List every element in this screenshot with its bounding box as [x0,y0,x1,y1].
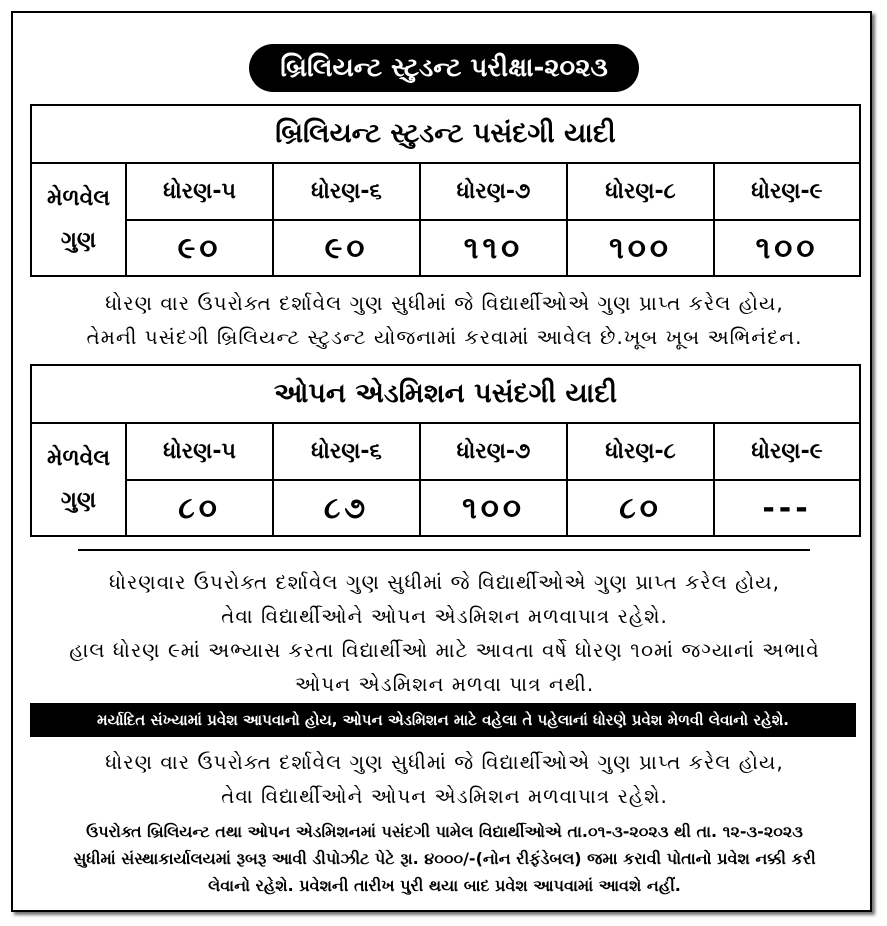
standard-cell: ધોરણ-૭ [420,423,567,480]
text-line: ધોરણવાર ઉપરોક્ત દર્શાવેલ ગુણ સુધીમાં જે વિદ્યાર્થીઓએ ગુણ પ્રાપ્ત કરેલ હોય, [108,570,781,594]
marks-obtained-label [31,423,126,536]
text-line: હાલ ધોરણ ૯માં અભ્યાસ કરતા વિદ્યાર્થીઓ માટે આવતા વર્ષે ધોરણ ૧૦માં જગ્યાનાં અભાવે [69,638,820,662]
open-admission-table [30,364,861,537]
marks-cell: ૧૧૦ [420,220,567,276]
text-line: ઉપરોક્ત બ્રિલિયન્ટ તથા ઓપન એડમિશનમાં પસંદગી પામેલ વિદ્યાર્થીઓએ તા.૦૧-૩-૨૦૨૩ થી તા. ૧૨-૩-૨૦૨૩ [86,822,803,841]
text-line: સુધીમાં સંસ્થાકાર્યાલયમાં રૂબરૂ આવી ડીપોઝીટ પેટે રૂા. ૪૦૦૦/-(નોન રીફંડેબલ) જમા કરાવી પોતાનો પ્રવેશ નક્કી કરી [73,849,816,868]
side-label-line-1: મેળવેલ [46,445,111,471]
text-line: લેવાનો રહેશે. પ્રવેશની તારીખ પુરી થયા બાદ પ્રવેશ આપવામાં આવશે નહીં. [208,876,681,895]
brilliant-table-heading: બ્રિલિયન્ટ સ્ટુડન્ટ પસંદગી યાદી [31,105,860,163]
side-label-line-2: ગુણ [60,227,97,253]
marks-cell: --- [714,480,860,536]
standard-cell: ધોરણ-૮ [567,423,714,480]
marks-cell: ૮૦ [126,480,273,536]
marks-cell: ૧૦૦ [420,480,567,536]
open-admission-note [30,565,859,701]
marks-cell: ૧૦૦ [567,220,714,276]
marks-cell: ૯૦ [126,220,273,276]
deposit-instructions [30,818,859,899]
text-line: તેવા વિદ્યાર્થીઓને ઓપન એડમિશન મળવાપાત્ર રહેશે. [221,784,668,808]
marks-cell: ૧૦૦ [714,220,860,276]
open-table-heading: ઓપન એડમિશન પસંદગી યાદી [31,365,860,423]
side-label-line-1: મેળવેલ [46,185,111,211]
divider [78,549,810,551]
text-line: ધોરણ વાર ઉપરોક્ત દર્શાવેલ ગુણ સુધીમાં જે વિદ્યાર્થીઓએ ગુણ પ્રાપ્ત કરેલ હોય, [105,750,784,774]
standard-cell: ધોરણ-૫ [126,423,273,480]
marks-cell: ૮૭ [273,480,420,536]
standard-cell: ધોરણ-૯ [714,423,860,480]
marks-cell: ૯૦ [273,220,420,276]
brilliant-selection-table [30,104,861,277]
standard-cell: ધોરણ-૬ [273,423,420,480]
standard-cell: ધોરણ-૯ [714,163,860,220]
standard-cell: ધોરણ-૬ [273,163,420,220]
repeat-note [30,745,859,813]
text-line: ઓપન એડમિશન મળવા પાત્ર નથી. [294,672,595,696]
page-title: બ્રિલિયન્ટ સ્ટુડન્ટ પરીક્ષા-૨૦૨૩ [249,44,639,92]
limited-seats-banner: મર્યાદિત સંખ્યામાં પ્રવેશ આપવાનો હોય, ઓપન એડમિશન માટે વહેલા તે પહેલાનાં ધોરણે પ્રવેશ મેળવી લેવાનો રહેશે. [30,703,856,737]
text-line: ધોરણ વાર ઉપરોક્ત દર્શાવેલ ગુણ સુધીમાં જે વિદ્યાર્થીઓએ ગુણ પ્રાપ્ત કરેલ હોય, [105,291,784,315]
text-line: તેમની પસંદગી બ્રિલિયન્ટ સ્ટુડન્ટ યોજનામાં કરવામાં આવેલ છે.ખૂબ ખૂબ અભિનંદન. [86,325,803,349]
marks-obtained-label [31,163,126,276]
brilliant-note [30,286,859,354]
text-line: તેવા વિદ્યાર્થીઓને ઓપન એડમિશન મળવાપાત્ર રહેશે. [221,604,668,628]
standard-cell: ધોરણ-૮ [567,163,714,220]
standard-cell: ધોરણ-૫ [126,163,273,220]
marks-cell: ૮૦ [567,480,714,536]
side-label-line-2: ગુણ [60,487,97,513]
standard-cell: ધોરણ-૭ [420,163,567,220]
